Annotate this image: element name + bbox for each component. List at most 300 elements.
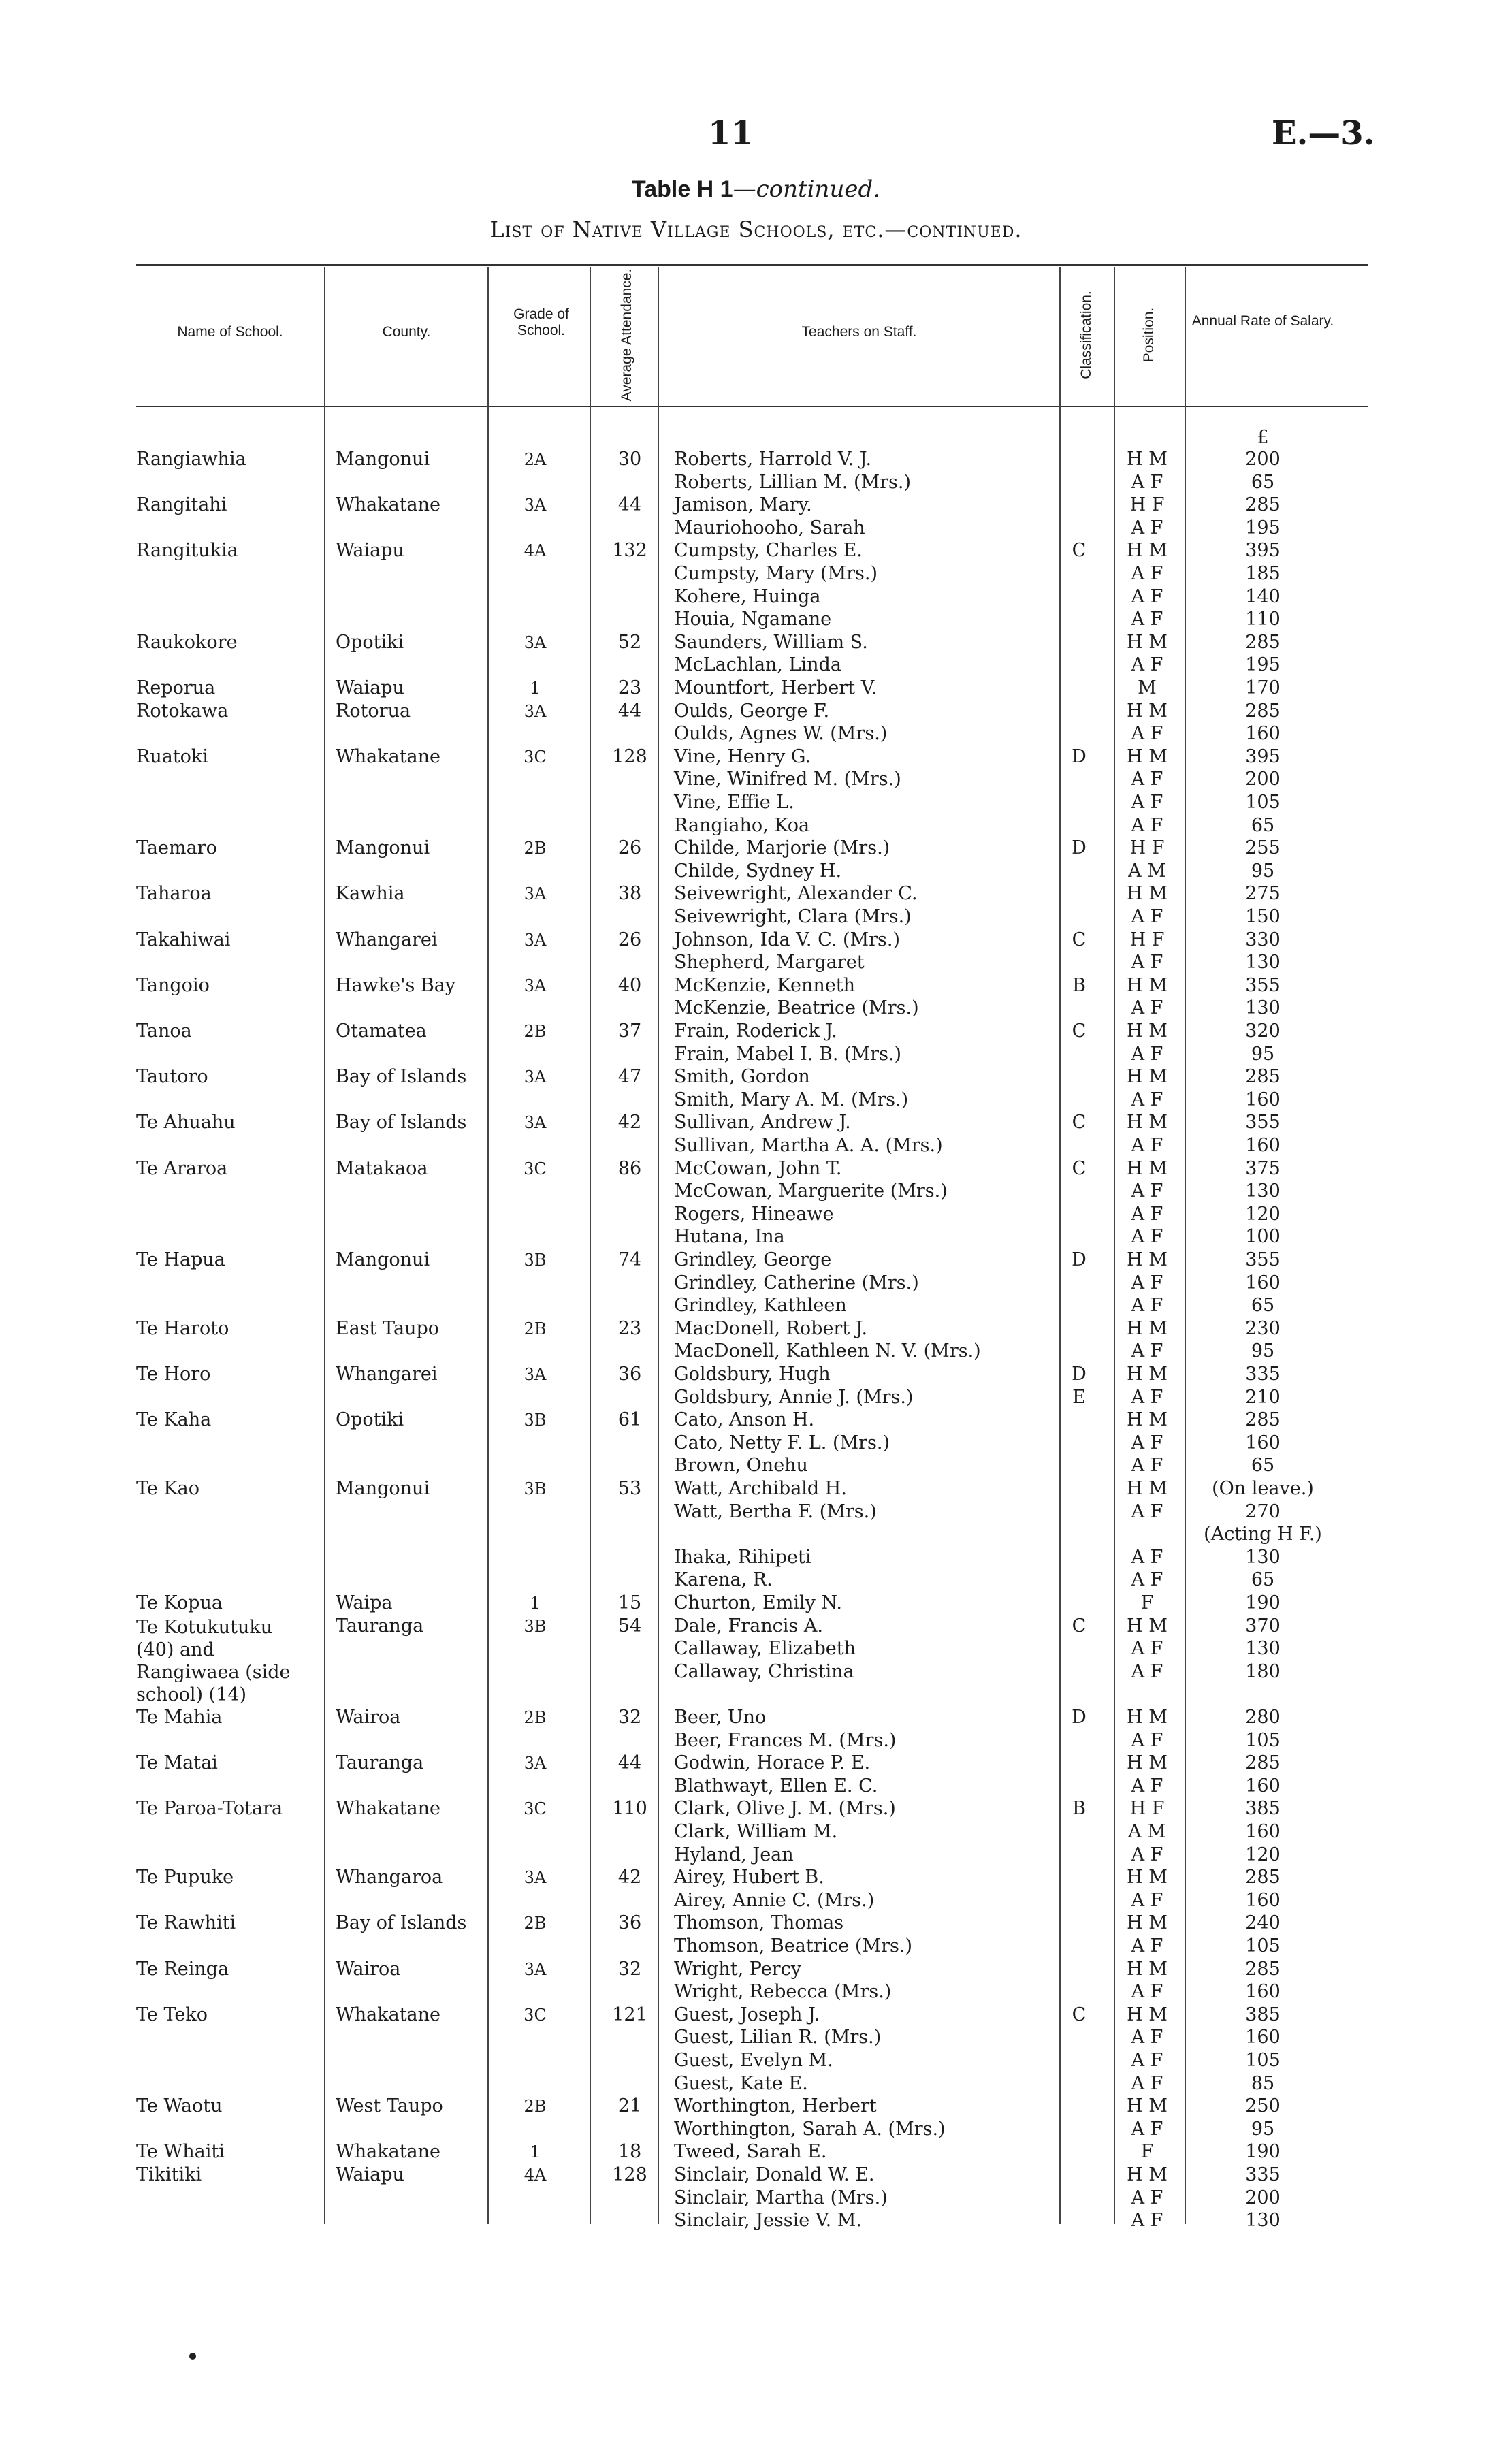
school-attendance: 52 [617,631,642,653]
school-name: Taemaro [136,837,217,859]
teacher-salary: 130 [1245,2210,1281,2232]
teacher-salary: 285 [1245,631,1281,653]
teacher-name: Guest, Joseph J. [674,2004,820,2025]
teacher-position: A F [1131,2118,1163,2140]
teacher-name: Worthington, Herbert [674,2095,877,2117]
school-county: Opotiki [336,1409,404,1431]
teacher-salary: 160 [1245,1981,1281,2003]
teacher-name: Worthington, Sarah A. (Mrs.) [674,2118,946,2140]
school-attendance: 26 [617,929,642,950]
teacher-name: Guest, Lilian R. (Mrs.) [674,2027,882,2048]
school-grade: 3C [524,1159,547,1178]
teacher-name: Seivewright, Clara (Mrs.) [674,906,912,927]
teacher-position: A F [1131,2050,1163,2071]
school-attendance: 44 [617,1752,642,1774]
teacher-position: H M [1127,1478,1168,1499]
teacher-salary: 160 [1245,1775,1281,1797]
teacher-classification: C [1072,2004,1087,2025]
school-county: Whakatane [336,2004,441,2025]
teacher-position: H M [1127,1020,1168,1042]
school-attendance: 47 [617,1066,642,1088]
school-attendance: 37 [617,1020,642,1042]
school-name: Reporua [136,677,216,698]
teacher-classification: E [1072,1386,1086,1408]
school-attendance: 121 [612,2004,647,2025]
table-title-sub: —continued. [733,176,881,203]
school-attendance: 132 [612,540,647,562]
teacher-salary: 130 [1245,952,1281,974]
teacher-classification: D [1072,837,1087,859]
teacher-salary: 160 [1245,723,1281,745]
teacher-salary: 160 [1245,1821,1281,1842]
school-attendance: 61 [617,1409,642,1431]
teacher-position: H M [1127,1707,1168,1728]
teacher-name: Cumpsty, Charles E. [674,540,863,562]
teacher-position: A F [1131,563,1163,584]
teacher-salary: 255 [1245,837,1281,859]
school-county: Mangonui [336,1249,430,1270]
document-reference: E.—3. [1272,114,1375,152]
school-county: Rotorua [336,700,411,722]
teacher-name: Tweed, Sarah E. [674,2141,827,2163]
teacher-classification: B [1072,1798,1086,1820]
teacher-name: Mountfort, Herbert V. [674,677,878,698]
school-grade: 3B [524,1479,547,1498]
teacher-name: Vine, Effie L. [674,792,794,813]
teacher-name: Thomson, Beatrice (Mrs.) [674,1935,912,1957]
teacher-name: Vine, Winifred M. (Mrs.) [674,769,901,790]
teacher-salary: 65 [1251,1569,1275,1591]
school-name: Rangitahi [136,494,227,516]
teacher-position: A M [1128,860,1166,882]
school-name: Te Pupuke [136,1867,234,1888]
teacher-position: H M [1127,1409,1168,1431]
teacher-salary: 105 [1245,792,1281,813]
teacher-classification: D [1072,1364,1087,1385]
school-attendance: 128 [612,2164,647,2185]
teacher-position: A F [1131,906,1163,927]
school-county: Wairoa [336,1707,401,1728]
teacher-name: Callaway, Christina [674,1660,854,1682]
teacher-name: Rangiaho, Koa [674,814,810,836]
school-attendance: 54 [617,1615,642,1637]
teacher-salary: 250 [1245,2095,1281,2117]
teacher-name: Karena, R. [674,1569,773,1591]
teacher-name: Smith, Gordon [674,1066,810,1088]
school-name: Te Kao [136,1478,199,1499]
teacher-position: A F [1131,1203,1163,1225]
school-attendance: 32 [617,1958,642,1980]
teacher-position: H M [1127,1752,1168,1774]
teacher-name: Kohere, Huinga [674,585,821,607]
teacher-name: Grindley, Kathleen [674,1295,847,1317]
teacher-name: McCowan, John T. [674,1157,842,1179]
teacher-name: Beer, Uno [674,1707,767,1728]
teacher-name: Sinclair, Martha (Mrs.) [674,2187,888,2208]
teacher-name: Hyland, Jean [674,1844,794,1865]
teacher-name: Childe, Marjorie (Mrs.) [674,837,890,859]
teacher-position: A F [1131,2027,1163,2048]
school-grade: 2B [524,839,547,858]
teacher-position: H M [1127,1112,1168,1133]
school-grade: 3C [524,1799,547,1819]
teacher-salary: 335 [1245,2164,1281,2185]
teacher-name: Wright, Rebecca (Mrs.) [674,1981,892,2003]
school-name: Te Araroa [136,1157,228,1179]
teacher-salary: 285 [1245,700,1281,722]
teacher-position: A F [1131,2072,1163,2094]
teacher-salary: 110 [1245,609,1281,630]
table-title [0,176,1512,203]
teacher-salary: 335 [1245,1364,1281,1385]
teacher-salary: 160 [1245,1889,1281,1911]
teacher-salary: 275 [1245,883,1281,905]
school-county: Whangarei [336,1364,438,1385]
school-attendance: 86 [617,1157,642,1179]
teacher-name: Guest, Evelyn M. [674,2050,833,2071]
teacher-position: H M [1127,1066,1168,1088]
school-county: Whakatane [336,2141,441,2163]
teacher-name: Guest, Kate E. [674,2072,808,2094]
school-county: Whakatane [336,1798,441,1820]
school-county: Bay of Islands [336,1112,467,1133]
header-classification: Classification. [1078,291,1094,379]
school-grade: 3A [524,632,547,652]
school-attendance: 110 [612,1798,647,1820]
school-attendance: 42 [617,1112,642,1133]
teacher-salary: 85 [1251,2072,1275,2094]
teacher-name: Childe, Sydney H. [674,860,842,882]
school-name: Rotokawa [136,700,229,722]
school-county: Opotiki [336,631,404,653]
teacher-name: McKenzie, Beatrice (Mrs.) [674,997,919,1019]
teacher-name: Callaway, Elizabeth [674,1638,856,1660]
teacher-position: A F [1131,1432,1163,1453]
teacher-salary: 65 [1251,471,1275,493]
school-attendance: 21 [617,2095,642,2117]
teacher-position: A F [1131,1729,1163,1751]
teacher-position: A F [1131,517,1163,538]
teacher-classification: C [1072,1615,1087,1637]
school-grade: 2B [524,1022,547,1041]
teacher-salary: 355 [1245,1112,1281,1133]
teacher-name: MacDonell, Robert J. [674,1317,868,1339]
teacher-salary: 100 [1245,1226,1281,1248]
school-name: Te Waotu [136,2095,223,2117]
school-grade: 3A [524,930,547,950]
school-grade: 1 [530,1594,541,1613]
teacher-name: Johnson, Ida V. C. (Mrs.) [674,929,901,950]
teacher-name: Grindley, Catherine (Mrs.) [674,1272,919,1293]
teacher-name: Wright, Percy [674,1958,801,1980]
teacher-salary: 120 [1245,1203,1281,1225]
teacher-position: A F [1131,1569,1163,1591]
teacher-salary: 95 [1251,860,1275,882]
school-county: Mangonui [336,837,430,859]
school-attendance: 36 [617,1364,642,1385]
teacher-position: H M [1127,974,1168,996]
teacher-salary: 160 [1245,1272,1281,1293]
teacher-salary: 195 [1245,517,1281,538]
teacher-salary: 190 [1245,2141,1281,2163]
teacher-position: A F [1131,1455,1163,1477]
school-name: Te Teko [136,2004,208,2025]
teacher-position: H M [1127,1867,1168,1888]
teacher-position: A F [1131,1295,1163,1317]
teacher-position: A F [1131,1135,1163,1156]
header-grade: Grade of School. [513,306,569,338]
teacher-name: Sinclair, Jessie V. M. [674,2210,862,2232]
school-county: Whangaroa [336,1867,443,1888]
teacher-salary: 355 [1245,974,1281,996]
teacher-salary: 105 [1245,2050,1281,2071]
teacher-salary: 140 [1245,585,1281,607]
teacher-name: Clark, Olive J. M. (Mrs.) [674,1798,896,1820]
teacher-position: H M [1127,745,1168,767]
school-name: Te Kaha [136,1409,212,1431]
teacher-name: Houia, Ngamane [674,609,832,630]
teacher-name: Saunders, William S. [674,631,868,653]
school-county: Kawhia [336,883,405,905]
school-name: Te Haroto [136,1317,229,1339]
teacher-position: H F [1129,494,1165,516]
col-divider [1185,267,1186,2224]
teacher-position: A F [1131,1043,1163,1065]
school-grade: 3A [524,976,547,995]
teacher-salary: 285 [1245,1066,1281,1088]
teacher-name: McCowan, Marguerite (Mrs.) [674,1180,948,1202]
teacher-salary: 355 [1245,1249,1281,1270]
teacher-name: Smith, Mary A. M. (Mrs.) [674,1089,909,1110]
teacher-name: Cumpsty, Mary (Mrs.) [674,563,878,584]
school-name: Te Whaiti [136,2141,225,2163]
teacher-salary: 320 [1245,1020,1281,1042]
school-attendance: 53 [617,1478,642,1499]
header-position: Position. [1141,307,1157,363]
header-attendance: Average Attendance. [619,268,634,402]
teacher-salary: 280 [1245,1707,1281,1728]
teacher-name: Godwin, Horace P. E. [674,1752,871,1774]
teacher-position: A F [1131,723,1163,745]
teacher-name: Roberts, Harrold V. J. [674,449,872,470]
teacher-salary: 130 [1245,997,1281,1019]
school-attendance: 18 [617,2141,642,2163]
teacher-name: Airey, Annie C. (Mrs.) [674,1889,875,1911]
teacher-salary: 200 [1245,449,1281,470]
teacher-classification: C [1072,1157,1087,1179]
teacher-salary: 120 [1245,1844,1281,1865]
school-grade: 4A [524,2166,547,2185]
school-attendance: 128 [612,745,647,767]
teacher-position: A F [1131,1660,1163,1682]
school-attendance: 36 [617,1912,642,1934]
school-grade: 2B [524,1708,547,1727]
teacher-position: A F [1131,609,1163,630]
teacher-salary: 95 [1251,1043,1275,1065]
teacher-salary: 330 [1245,929,1281,950]
teacher-name: Seivewright, Alexander C. [674,883,918,905]
teacher-salary: 95 [1251,2118,1275,2140]
teacher-position: A F [1131,2187,1163,2208]
teacher-salary: 200 [1245,2187,1281,2208]
teacher-salary: 190 [1245,1592,1281,1613]
teacher-position: H M [1127,1249,1168,1270]
teacher-position: A F [1131,1500,1163,1522]
teacher-position: A F [1131,814,1163,836]
school-name: Tangoio [136,974,210,996]
teacher-position: A F [1131,585,1163,607]
teacher-salary: 385 [1245,1798,1281,1820]
school-name: Raukokore [136,631,238,653]
page-number: 11 [708,114,754,152]
teacher-salary: 130 [1245,1180,1281,1202]
teacher-position: A M [1128,1821,1166,1842]
teacher-position: H M [1127,700,1168,722]
school-grade: 4A [524,541,547,561]
school-grade: 3A [524,1113,547,1133]
teacher-position: A F [1131,792,1163,813]
school-name: Tikitiki [136,2164,202,2185]
teacher-position: H M [1127,2095,1168,2117]
school-grade: 2B [524,1319,547,1338]
school-name: Te Hapua [136,1249,225,1270]
teacher-name: Watt, Bertha F. (Mrs.) [674,1500,877,1522]
teacher-position: M [1138,677,1157,698]
teacher-name: Oulds, Agnes W. (Mrs.) [674,723,888,745]
teacher-salary: 285 [1245,1409,1281,1431]
teacher-salary: 370 [1245,1615,1281,1637]
teacher-salary: 130 [1245,1546,1281,1568]
teacher-name: Sullivan, Andrew J. [674,1112,851,1133]
teacher-salary: 195 [1245,654,1281,676]
school-name: Te Mahia [136,1707,223,1728]
header-salary: Annual Rate of Salary. [1191,313,1334,329]
teacher-name: Frain, Roderick J. [674,1020,837,1042]
teacher-position: A F [1131,471,1163,493]
teacher-name: Cato, Netty F. L. (Mrs.) [674,1432,890,1453]
teacher-name: Beer, Frances M. (Mrs.) [674,1729,897,1751]
teacher-name: McKenzie, Kenneth [674,974,856,996]
school-grade: 3A [524,1067,547,1087]
teacher-salary: 395 [1245,540,1281,562]
teacher-name: Goldsbury, Annie J. (Mrs.) [674,1386,914,1408]
teacher-salary: 160 [1245,1135,1281,1156]
teacher-position: H M [1127,1912,1168,1934]
teacher-position: H M [1127,2004,1168,2025]
school-attendance: 44 [617,700,642,722]
teacher-salary: 185 [1245,563,1281,584]
teacher-salary: 200 [1245,769,1281,790]
school-county: Mangonui [336,449,430,470]
teacher-position: H M [1127,1958,1168,1980]
teacher-position: A F [1131,654,1163,676]
header-name-of-school: Name of School. [177,324,283,340]
header-bottom-rule [136,406,1368,407]
teacher-classification: D [1072,1249,1087,1270]
teacher-name: Oulds, George F. [674,700,830,722]
school-grade: 2A [524,450,547,469]
teacher-salary: 160 [1245,1432,1281,1453]
school-grade: 1 [530,2142,541,2162]
teacher-name: Churton, Emily N. [674,1592,842,1613]
school-county: Waipa [336,1592,393,1613]
school-attendance: 23 [617,1317,642,1339]
school-grade: 2B [524,1914,547,1933]
teacher-position: A F [1131,952,1163,974]
teacher-position: F [1140,1592,1154,1613]
teacher-salary: 130 [1245,1638,1281,1660]
teacher-classification: D [1072,745,1087,767]
teacher-name: Frain, Mabel I. B. (Mrs.) [674,1043,902,1065]
teacher-name: Goldsbury, Hugh [674,1364,831,1385]
school-name: Tanoa [136,1020,192,1042]
header-teachers: Teachers on Staff. [801,324,917,340]
col-divider [324,267,325,2224]
school-grade: 3B [524,1251,547,1270]
teacher-salary: 285 [1245,1867,1281,1888]
school-grade: 3A [524,1868,547,1888]
teacher-position: A F [1131,997,1163,1019]
school-grade: 3A [524,1365,547,1384]
school-grade: 3A [524,496,547,515]
teacher-position: A F [1131,1935,1163,1957]
school-attendance: 23 [617,677,642,698]
footer-bullet [189,2353,196,2360]
school-county: Hawke's Bay [336,974,456,996]
teacher-classification: D [1072,1707,1087,1728]
teacher-name: Clark, William M. [674,1821,838,1842]
school-county: Tauranga [336,1615,424,1637]
school-county: Matakaoa [336,1157,428,1179]
teacher-salary: 105 [1245,1935,1281,1957]
teacher-name: Rogers, Hineawe [674,1203,834,1225]
school-grade: 3A [524,1754,547,1773]
school-name: Taharoa [136,883,212,905]
school-grade: 3C [524,2005,547,2025]
school-county: Waiapu [336,540,404,562]
teacher-name: Shepherd, Margaret [674,952,865,974]
teacher-position: A F [1131,1226,1163,1248]
list-title: List of Native Village Schools, etc.—continued. [489,216,1023,242]
teacher-position: A F [1131,1638,1163,1660]
teacher-salary: 180 [1245,1660,1281,1682]
teacher-salary: 65 [1251,814,1275,836]
school-name: Te Paroa-Totara [136,1798,283,1820]
school-grade: 3A [524,884,547,904]
school-attendance: 15 [617,1592,642,1613]
teacher-position: A F [1131,1889,1163,1911]
school-name: Te Reinga [136,1958,229,1980]
school-county: Waiapu [336,2164,404,2185]
teacher-name: Brown, Onehu [674,1455,808,1477]
teacher-salary: 160 [1245,2027,1281,2048]
teacher-salary: 285 [1245,1958,1281,1980]
teacher-position: H F [1129,837,1165,859]
teacher-position: H M [1127,1615,1168,1637]
teacher-salary: 150 [1245,906,1281,927]
school-county: East Taupo [336,1317,440,1339]
teacher-name: Roberts, Lillian M. (Mrs.) [674,471,912,493]
teacher-position: H M [1127,883,1168,905]
teacher-name: McLachlan, Linda [674,654,841,676]
teacher-classification: C [1072,929,1087,950]
teacher-classification: C [1072,1112,1087,1133]
teacher-name: Ihaka, Rihipeti [674,1546,811,1568]
school-county: Whangarei [336,929,438,950]
teacher-name: Dale, Francis A. [674,1615,823,1637]
school-name: Te Horo [136,1364,211,1385]
school-attendance: 30 [617,449,642,470]
